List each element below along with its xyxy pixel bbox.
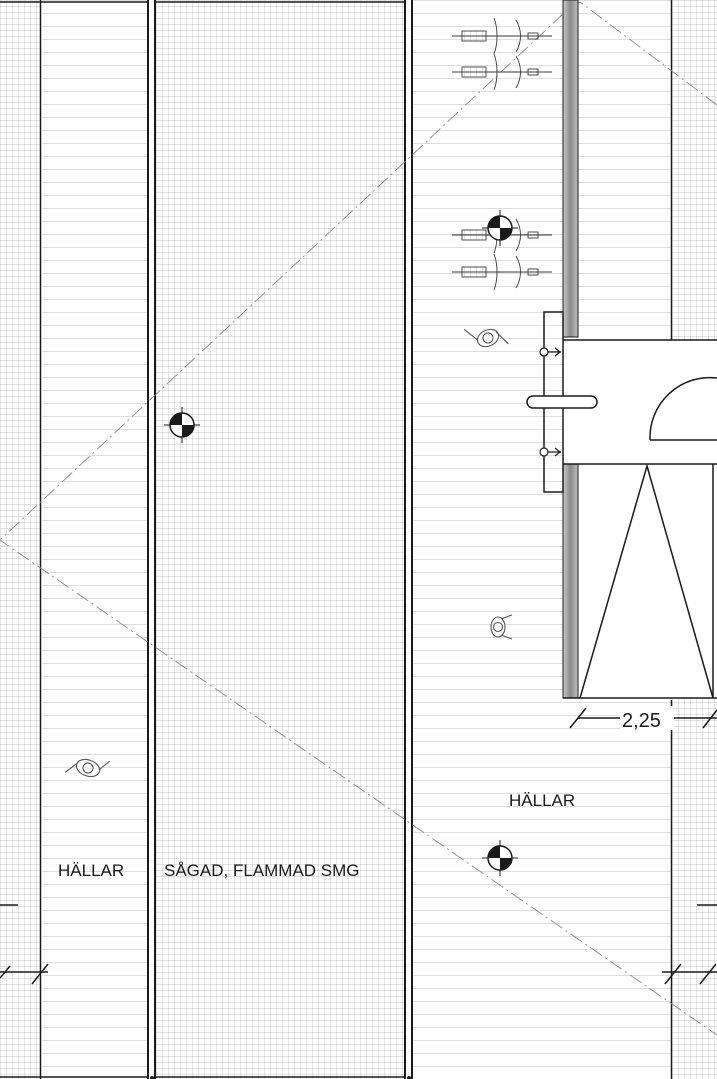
label-hallar-left: HÄLLAR: [58, 861, 125, 880]
wall-lower: [563, 464, 578, 698]
bench: [527, 396, 597, 408]
label-sagad-flammad-smg: SÅGAD, FLAMMAD SMG: [164, 861, 360, 880]
slab-strip-right-upper: [413, 0, 563, 1079]
slab-strip-right-lower: [563, 700, 671, 1079]
grid-strip-left: [0, 0, 40, 1079]
wall-upper: [563, 0, 578, 337]
area-right-of-wall: [578, 0, 672, 335]
dimension-text: 2,25: [622, 710, 661, 732]
stair-area: [578, 464, 717, 698]
label-hallar-right: HÄLLAR: [509, 791, 576, 810]
slab-strip-left: [42, 0, 147, 1079]
sawn-stone-strip: [156, 0, 404, 1079]
